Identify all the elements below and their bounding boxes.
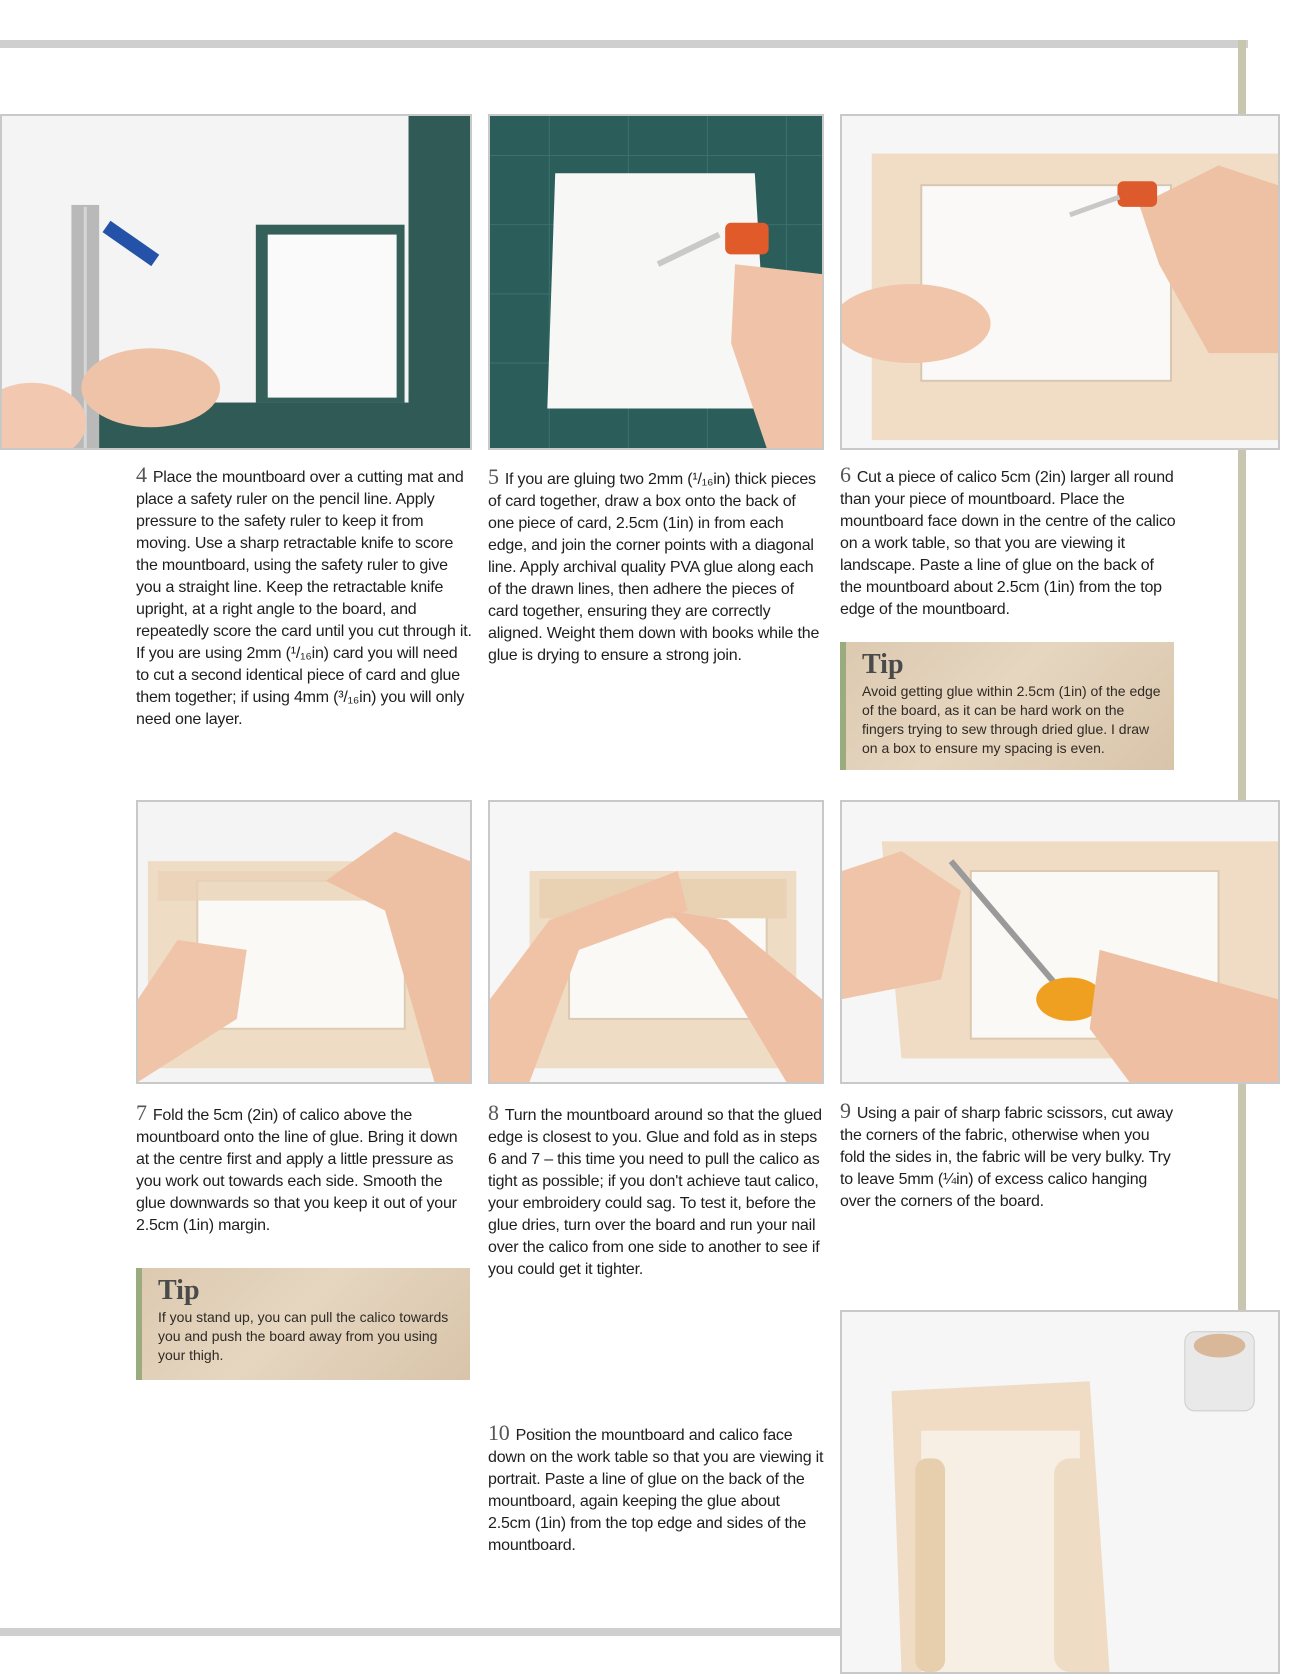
photo-step-9 (840, 800, 1280, 1084)
step-4-text (136, 464, 474, 731)
step-10-body: Position the mountboard and calico face down on the work table so that you are viewing it portrait. Paste a line of glue on the back of the mountboard, again keeping the glue about 2.5cm (1in) from the top edge and sides of the mountboard. (488, 1427, 824, 1554)
tip-text: If you stand up, you can pull the calico towards you and push the board away from you using your thigh. (158, 1309, 449, 1363)
photo-step-7 (136, 800, 472, 1084)
step-8-text (488, 1102, 824, 1281)
step-6-body: Cut a piece of calico 5cm (2in) larger all round than your piece of mountboard. Place the mountboard face down in the centre of the calico on a work table, so that you are viewing it landscape. Paste a line of glue on the back of the mountboard about 2.5cm (1in) from the top edge of the mountboard. (840, 469, 1176, 618)
step-5-number: 5 (488, 464, 499, 489)
tip-text: Avoid getting glue within 2.5cm (1in) of the edge of the board, as it can be hard work on the fingers trying to sew through dried glue. I draw on a box to ensure my spacing is even. (862, 683, 1161, 756)
step-5-body: If you are gluing two 2mm (¹/₁₆in) thick pieces of card together, draw a box onto the back of one piece of card, 2.5cm (1in) in from each edge, and join the corner points with a diagonal line. Apply archival quality PVA glue along each of the drawn lines, then adhere the pieces of card together, ensuring they are correctly aligned. Weight them down with books while the glue is drying to ensure a strong join. (488, 471, 820, 664)
step-4-number: 4 (136, 462, 147, 487)
tip-box-stand-up (136, 1268, 470, 1380)
photo-step-10 (840, 1310, 1280, 1674)
step-7-number: 7 (136, 1100, 147, 1125)
page-frame-top (0, 40, 1248, 48)
step-10-number: 10 (488, 1420, 510, 1445)
step-8-number: 8 (488, 1100, 499, 1125)
step-9-text (840, 1100, 1176, 1213)
tip-title: Tip (158, 1275, 200, 1306)
photo-step-5 (488, 114, 824, 450)
step-9-body: Using a pair of sharp fabric scissors, cut away the corners of the fabric, otherwise when you fold the sides in, the fabric will be very bulky. Try to leave 5mm (¼in) of excess calico hanging over the corners of the board. (840, 1105, 1173, 1210)
step-6-number: 6 (840, 462, 851, 487)
step-6-text (840, 464, 1176, 621)
tip-title: Tip (862, 649, 904, 680)
step-4-body: Place the mountboard over a cutting mat and place a safety ruler on the pencil line. Apply pressure to the safety ruler to keep it from moving. Use a sharp retractable knife to score the mountboard, using the safety ruler to give you a straight line. Keep the retractable knife upright, at a right angle to the board, and repeatedly score the card until you cut through it. If you are using 2mm (¹/₁₆in) card you will need to cut a second identical piece of card and glue them together; if using 4mm (³/₁₆in) you will only need one layer. (136, 469, 472, 728)
step-9-number: 9 (840, 1098, 851, 1123)
step-7-text (136, 1102, 472, 1237)
tip-box-glue-spacing (840, 642, 1174, 770)
photo-step-6 (840, 114, 1280, 450)
page-frame-bottom (0, 1628, 842, 1636)
photo-step-4 (0, 114, 472, 450)
step-10-text (488, 1422, 824, 1557)
step-8-body: Turn the mountboard around so that the glued edge is closest to you. Glue and fold as in steps 6 and 7 – this time you need to pull the calico as tight as possible; if you don't achieve taut calico, your embroidery could sag. To test it, before the glue dries, turn over the board and run your nail over the calico from one side to another to see if you could get it tighter. (488, 1107, 822, 1278)
photo-step-8 (488, 800, 824, 1084)
step-7-body: Fold the 5cm (2in) of calico above the mountboard onto the line of glue. Bring it down at the centre first and apply a little pressure as you work out towards each side. Smooth the glue downwards so that you keep it out of your 2.5cm (1in) margin. (136, 1107, 458, 1234)
step-5-text (488, 466, 824, 667)
